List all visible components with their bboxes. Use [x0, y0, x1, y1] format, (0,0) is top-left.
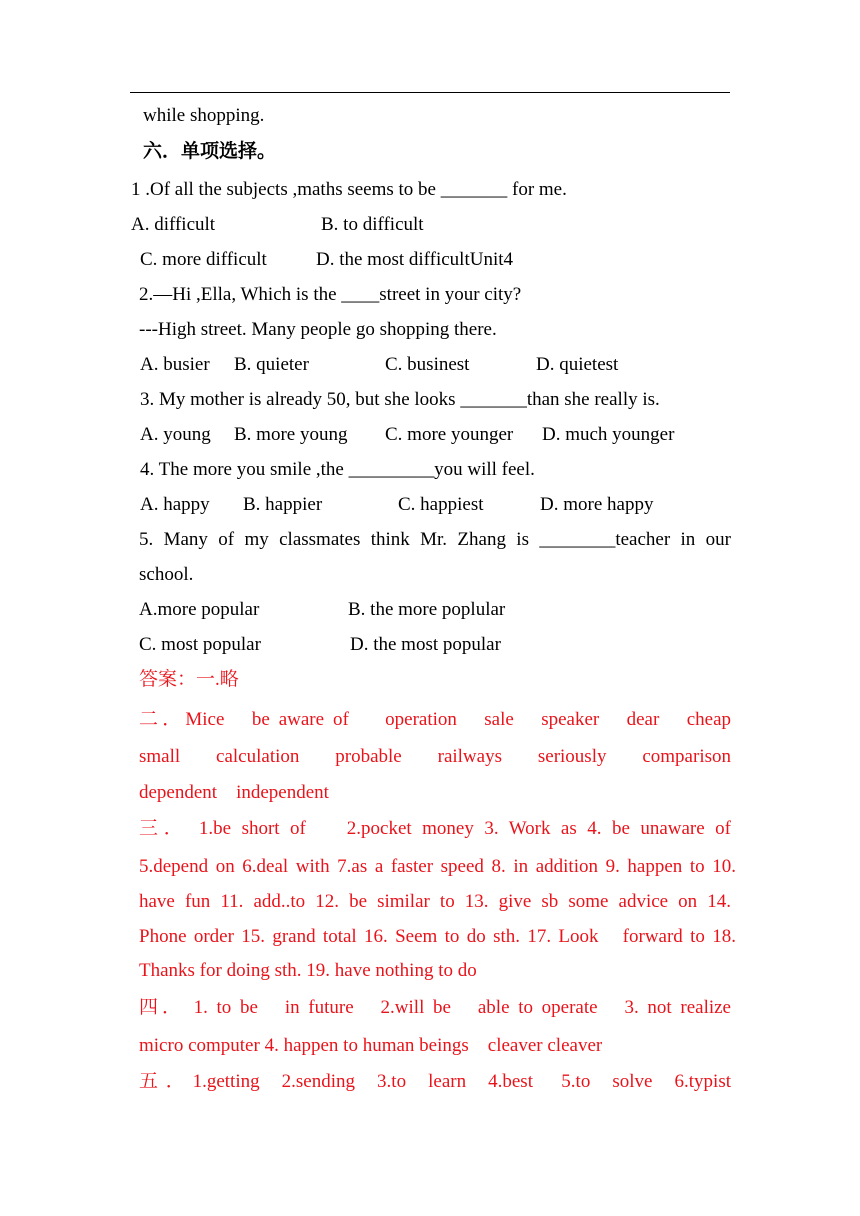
answers-heading: 答案：一.略 [139, 669, 239, 690]
question-5-option-a: A.more popular [139, 599, 260, 620]
section-title: 六．单项选择。 [143, 141, 277, 162]
question-5-option-b: B. the more poplular [348, 599, 506, 620]
answer-line-2: small calculation probable railways seriously comparison [139, 746, 731, 767]
question-5-stem-line-2: school. [139, 564, 194, 585]
question-3-option-c: C. more younger [385, 424, 514, 445]
question-5-option-c: C. most popular [139, 634, 261, 655]
question-1-option-c: C. more difficult [140, 249, 267, 270]
question-4-option-b: B. happier [243, 494, 323, 515]
question-2-option-a: A. busier [140, 354, 210, 375]
answer-line-5: 5.depend on 6.deal with 7.as a faster speed 8. in addition 9. happen to 10. [139, 856, 736, 877]
question-1-option-b: B. to difficult [321, 214, 424, 235]
question-2-option-b: B. quieter [234, 354, 309, 375]
question-3-option-d: D. much younger [542, 424, 675, 445]
answer-line-6: have fun 11. add..to 12. be similar to 13. give sb some advice on 14. [139, 891, 731, 912]
question-3-stem: 3. My mother is already 50, but she looks _______than she really is. [140, 389, 660, 410]
question-3-option-b: B. more young [234, 424, 348, 445]
question-2-stem: 2.—Hi ,Ella, Which is the ____street in your city? [139, 284, 522, 305]
question-5-stem-line-1: 5. Many of my classmates think Mr. Zhang is ________teacher in our [139, 529, 731, 550]
question-1-stem: 1 .Of all the subjects ,maths seems to be _______ for me. [131, 179, 567, 200]
question-1-option-d: D. the most difficultUnit4 [316, 249, 514, 270]
question-2-option-c: C. businest [385, 354, 470, 375]
answer-line-11: 五 ． 1.getting 2.sending 3.to learn 4.best 5.to solve 6.typist [139, 1071, 731, 1092]
answer-line-8: Thanks for doing sth. 19. have nothing to do [139, 960, 477, 981]
answer-line-1: 二．Mice be aware of operation sale speaker dear cheap [139, 709, 731, 730]
question-2-reply: ---High street. Many people go shopping there. [139, 319, 497, 340]
answer-line-4: 三． 1.be short of 2.pocket money 3. Work as 4. be unaware of [139, 818, 731, 839]
answer-line-9: 四． 1. to be in future 2.will be able to operate 3. not realize [139, 997, 731, 1018]
question-4-stem: 4. The more you smile ,the _________you will feel. [140, 459, 535, 480]
continuation-text: while shopping. [143, 105, 265, 126]
header-rule [130, 92, 730, 93]
question-1-option-a: A. difficult [131, 214, 216, 235]
answer-line-7: Phone order 15. grand total 16. Seem to do sth. 17. Look forward to 18. [139, 926, 736, 947]
question-3-option-a: A. young [140, 424, 211, 445]
question-4-option-d: D. more happy [540, 494, 654, 515]
question-2-option-d: D. quietest [536, 354, 619, 375]
answer-line-3: dependent independent [139, 782, 329, 803]
question-4-option-a: A. happy [140, 494, 210, 515]
question-5-option-d: D. the most popular [350, 634, 501, 655]
answer-line-10: micro computer 4. happen to human beings cleaver cleaver [139, 1035, 603, 1056]
question-4-option-c: C. happiest [398, 494, 484, 515]
